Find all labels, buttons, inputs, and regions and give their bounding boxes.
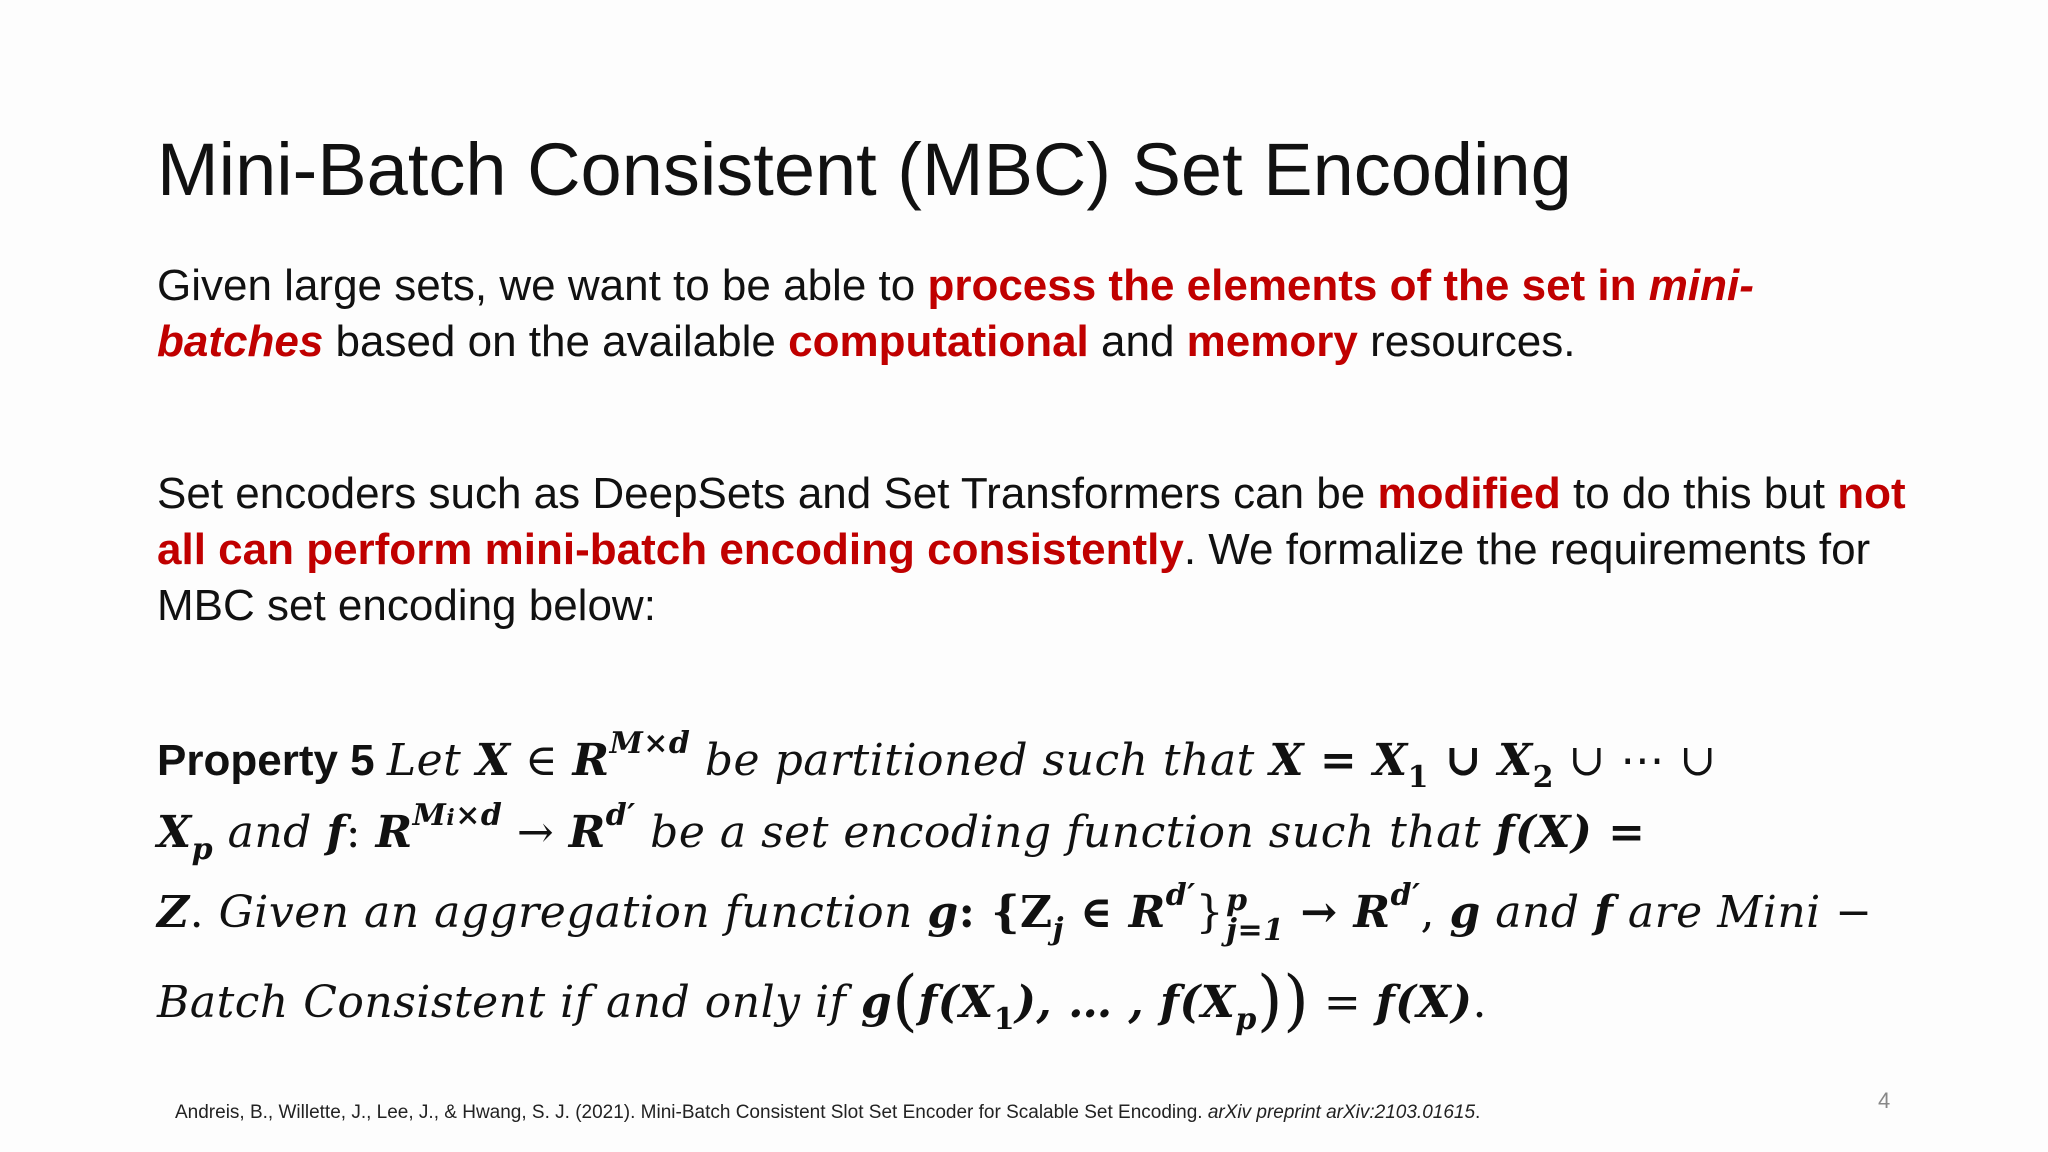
para1-text-2: based on the available: [323, 317, 789, 366]
property-5-block: [157, 725, 1917, 1045]
property-line-2: [157, 797, 1917, 869]
paragraph-set-encoders: [157, 466, 1917, 634]
para1-text-1: Given large sets, we want to be able to: [157, 261, 928, 310]
slide-title: Mini-Batch Consistent (MBC) Set Encoding: [157, 128, 1572, 211]
paragraph-intro: [157, 258, 1917, 370]
para2-text-1: Set encoders such as DeepSets and Set Transformers can be: [157, 469, 1378, 518]
para1-highlight-memory: memory: [1186, 317, 1358, 366]
citation-footnote: Andreis, B., Willette, J., Lee, J., & Hwang, S. J. (2021). Mini-Batch Consistent Slot Set Encoder for Scalable Set Encoding. arXiv preprint arXiv:2103.01615.: [175, 1102, 1481, 1123]
property-math-1: Let X ∈ $R^{M\times d}$ be partitioned such that $X = X_1$ ∪ $X_2$ ∪ ⋯ ∪: [386, 726, 1717, 795]
para2-text-3: . We formalize the requirements for MBC set encoding below:: [157, 525, 1871, 630]
para1-highlight-minibatches: mini-batches: [157, 261, 1754, 366]
property-line-3: [157, 869, 1917, 957]
para1-text-3: and: [1088, 317, 1187, 366]
property-math-3: Z. Given an aggregation function g: {$Z_j$ ∈ $R^{d'}$} p j=1 → $R^{d'}$, g and f are Mini −: [157, 878, 1873, 948]
para2-text-2: to do this but: [1560, 469, 1838, 518]
page-number: 4: [1878, 1088, 1891, 1113]
para2-highlight-not-all: not all can perform mini-batch encoding consistently: [157, 469, 1906, 574]
para1-text-4: resources.: [1357, 317, 1576, 366]
property-math-4: Batch Consistent if and only if $g(f(X_1)$, … , $f(X_p)) = f(X)$.: [157, 962, 1487, 1039]
property-line-4: [157, 957, 1917, 1045]
para2-highlight-modified: modified: [1377, 469, 1561, 518]
property-math-2: $X_p$ and f: $R^{Mi\times d} \to R^{d'}$ be a set encoding function such that f(X) =: [157, 798, 1646, 867]
property-line-1: [157, 725, 1917, 797]
para1-highlight-process: process the elements of the set in: [927, 261, 1649, 310]
property-label: Property 5: [157, 736, 375, 785]
para1-highlight-computational: computational: [788, 317, 1089, 366]
